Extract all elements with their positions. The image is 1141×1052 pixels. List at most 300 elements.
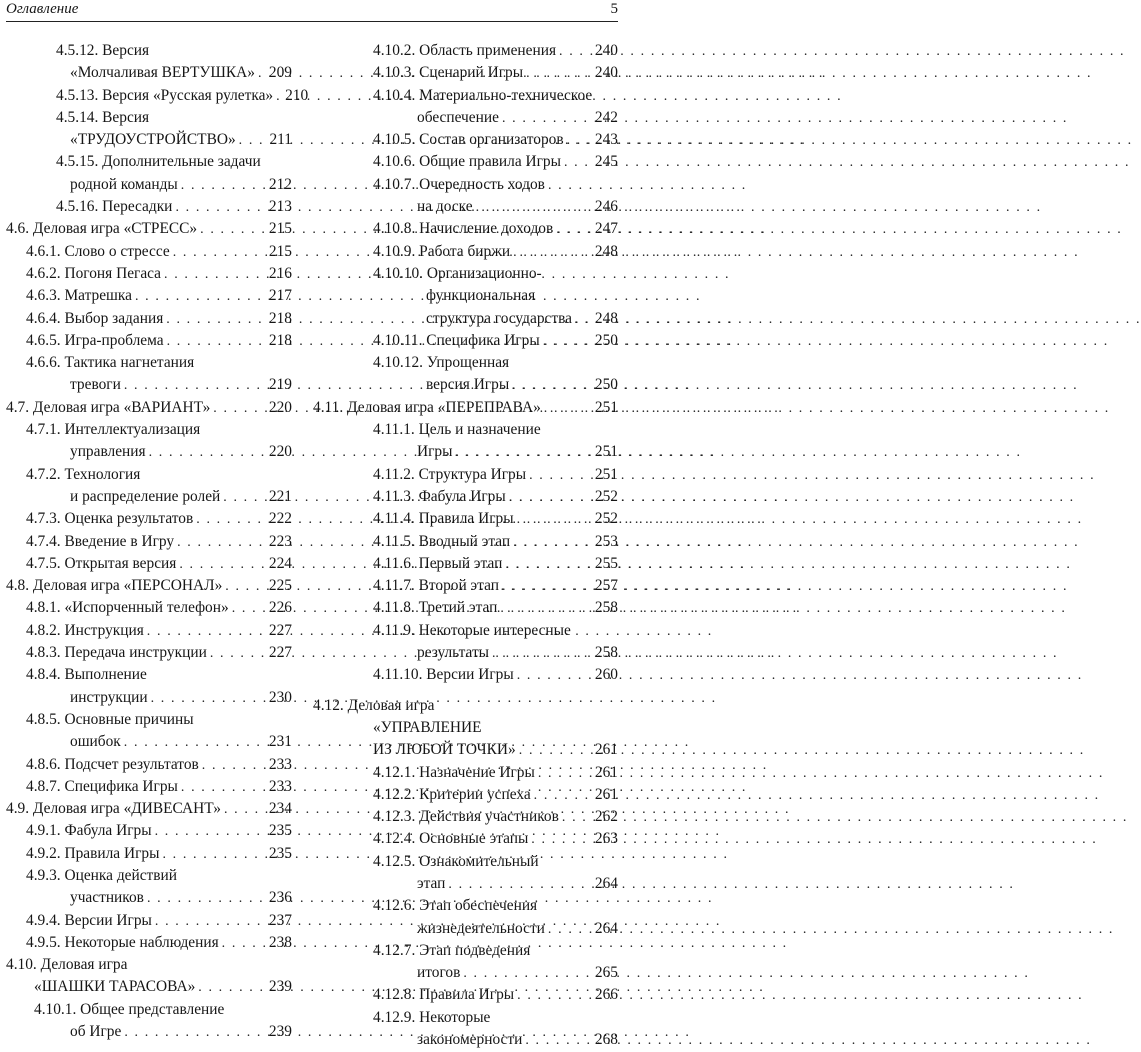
toc-entry [313,129,618,151]
toc-entry [6,196,292,218]
dot-leader [512,375,592,397]
dot-leader [175,197,265,219]
dot-leader [210,643,266,665]
toc-entry-text: ИЗ ЛЮБОЙ ТОЧКИ» [373,741,516,759]
toc-entry-text: 4.11.1. Цель и назначение [373,421,541,439]
toc-entry-text: 4.9.1. Фабула Игры [26,822,152,840]
dot-leader [564,152,592,174]
toc-entry [313,664,618,686]
toc-entry [313,419,618,441]
dot-leader [200,219,266,241]
toc-entry-text: 4.8.7. Специфика Игры [26,777,178,795]
toc-page-number: 223 [268,532,292,550]
dot-leader [531,829,592,851]
toc-entry-text: 4.7. Деловая игра «ВАРИАНТ» [6,398,211,416]
toc-entry-text: 4.11.10. Версии Игры [373,666,514,684]
toc-entry [313,962,618,984]
toc-page-number: 240 [594,64,618,82]
dot-leader [135,286,266,308]
toc-entry [313,531,618,553]
toc-page-number: 251 [594,443,618,461]
toc-entry [313,620,618,642]
toc-entry [6,263,292,285]
dot-leader [559,41,592,63]
dot-leader [155,821,266,843]
toc-entry [313,1029,618,1051]
toc-entry [313,851,618,873]
toc-page-number: 212 [268,175,292,193]
toc-entry-text: 4.8. Деловая игра «ПЕРСОНАЛ» [6,577,223,595]
toc-page-number: 227 [268,621,292,639]
toc-entry [6,954,292,976]
dot-leader [509,487,592,509]
toc-page-number: 264 [594,919,618,937]
toc-entry-text: Игры [417,443,453,461]
toc-entry [313,828,618,850]
toc-entry [6,174,292,196]
toc-entry-text: 4.8.3. Передача инструкции [26,644,207,662]
toc-entry-text: 4.8.2. Инструкция [26,621,144,639]
toc-page-number: 233 [268,755,292,773]
dot-leader [155,911,266,933]
toc-page-number: 268 [594,1031,618,1049]
dot-leader [198,977,266,999]
toc-page-number: 240 [594,42,618,59]
toc-entry [313,717,618,739]
toc-entry [6,397,292,419]
toc-page-number: 251 [594,465,618,483]
toc-entry [313,441,618,463]
toc-entry [6,531,292,553]
toc-entry-text: 4.8.4. Выполнение [26,666,147,684]
toc-entry [313,695,618,717]
toc-entry-text: 4.10.6. Общие правила Игры [373,153,561,171]
toc-entry [6,976,292,998]
toc-entry [6,754,292,776]
toc-entry-text: 4.12.5. Ознакомительный [373,852,539,870]
toc-entry-text: 4.11.5. Вводный этап [373,532,511,550]
toc-entry [6,687,292,709]
dot-leader [276,86,282,108]
toc-entry [6,932,292,954]
dot-leader [124,732,266,754]
toc-entry [6,85,309,107]
dot-leader [463,963,592,985]
toc-page-number: 234 [268,800,292,818]
toc-entry-text: 4.8.1. «Испорченный телефон» [26,599,229,617]
toc-entry [6,464,292,486]
dot-leader [500,598,592,620]
toc-entry-text: 4.10.10. Организационно- [373,264,542,282]
page-number: 5 [610,1,618,17]
toc-page-number: 250 [594,376,618,394]
toc-entry-text: 4.6.2. Погоня Пегаса [26,264,162,282]
toc-entry-text: об Игре [70,1023,122,1041]
toc-entry-text: 4.10.4. Материально-техническое [373,86,593,104]
dot-leader [223,487,266,509]
toc-entry-text: 4.10.5. Состав организаторов [373,131,564,149]
toc-entry-text: «УПРАВЛЕНИЕ [373,718,482,736]
toc-entry [6,620,292,642]
dot-leader [502,576,592,598]
toc-entry [6,419,292,441]
toc-page-number: 262 [594,808,618,826]
toc-entry [6,129,292,151]
toc-entry [313,762,618,784]
dot-leader [525,1030,592,1052]
toc-entry-text: 4.6.1. Слово о стрессе [26,242,170,260]
toc-entry-text: 4.5.14. Версия [56,108,150,126]
toc-entry-text: 4.11.9. Некоторые интересные [373,621,571,639]
toc-page-number: 236 [268,889,292,907]
toc-entry [6,352,292,374]
toc-entry-text: версия Игры [426,376,510,394]
toc-entry-text: результаты [417,644,490,662]
toc-page-number: 237 [268,911,292,929]
toc-page-number: 255 [594,554,618,572]
toc-entry [6,664,292,686]
toc-page-number: 252 [594,487,618,505]
toc-page-number: 235 [268,822,292,840]
toc-entry [6,709,292,731]
toc-page-number: 246 [594,198,618,216]
dot-leader [224,799,266,821]
toc-page-number: 243 [594,131,618,149]
toc-entry [6,151,292,173]
toc-entry [313,330,618,352]
toc-entry-text: 4.9.5. Некоторые наблюдения [26,933,219,951]
toc-entry-text: «Молчаливая ВЕРТУШКА» [70,64,255,82]
dot-leader [562,807,592,829]
toc-entry [6,285,292,307]
toc-entry [6,731,292,753]
toc-page-number: 235 [268,844,292,862]
dot-leader [519,740,592,762]
dot-leader [177,532,266,554]
dot-leader [517,509,592,531]
dot-leader [239,130,267,152]
dot-leader [543,331,592,353]
dot-leader [147,621,266,643]
toc-entry-text: обеспечение [417,108,499,126]
toc-entry [6,486,292,508]
toc-entry [313,642,618,664]
toc-entry-text: 4.12.4. Основные этапы [373,830,529,848]
toc-entry [313,308,618,330]
toc-entry-text: 4.7.1. Интеллектуализация [26,421,201,439]
toc-entry [313,895,618,917]
dot-leader [173,242,266,264]
dot-leader [529,465,592,487]
toc-entry-text: 4.6.4. Выбор задания [26,309,164,327]
toc-entry-text: «ШАШКИ ТАРАСОВА» [34,978,196,996]
toc-page-number: 209 [268,64,292,82]
toc-entry-text: 4.5.12. Версия [56,42,150,59]
toc-page-number: 220 [268,443,292,461]
toc-entry [313,575,618,597]
toc-page-number: 230 [268,688,292,706]
toc-left-column [6,40,309,1043]
toc-entry-text: 4.10.7. Очередность ходов [373,175,545,193]
toc-entry-text: 4.7.2. Технология [26,465,141,483]
toc-page-number: 233 [268,777,292,795]
toc-page-number: 266 [594,986,618,1004]
dot-leader [124,375,266,397]
dot-leader [166,309,266,331]
toc-entry [313,374,618,396]
dot-leader [556,219,592,241]
toc-entry [313,218,618,240]
toc-entry [6,374,292,396]
toc-entry [313,486,618,508]
dot-leader [476,197,592,219]
toc-entry [313,352,618,374]
toc-entry-text: 4.12.1. Назначение Игры [373,763,535,781]
dot-leader [213,398,266,420]
toc-entry [6,1021,292,1043]
dot-leader [222,933,266,955]
toc-entry-text: этап [417,874,446,892]
toc-entry [6,575,292,597]
running-head-title: Оглавление [6,1,79,17]
toc-entry-text: управления [70,443,146,461]
toc-entry [313,196,618,218]
toc-entry-text: 4.5.16. Пересадки [56,198,173,216]
toc-entry [6,330,292,352]
toc-entry [6,910,292,932]
toc-entry-text: структура государства [426,309,572,327]
toc-entry [6,241,292,263]
toc-entry-text: 4.10.12. Упрощенная [373,354,510,372]
toc-entry [313,984,618,1006]
toc-entry [313,597,618,619]
toc-entry [313,1007,618,1029]
toc-entry-text: родной команды [70,175,178,193]
toc-page-number: 258 [594,644,618,662]
toc-entry [313,464,618,486]
toc-page-number: 215 [268,220,292,238]
toc-spacer [313,687,618,695]
toc-page-number: 258 [594,599,618,617]
toc-page-number: 264 [594,874,618,892]
toc-entry [313,62,618,84]
toc-entry-text: 4.11. Деловая игра «ПЕРЕПРАВА» [313,398,541,416]
toc-entry-text: 4.10. Деловая игра [6,956,128,974]
toc-page-number: 252 [594,510,618,528]
toc-entry-text: ошибок [70,733,121,751]
toc-entry [313,40,618,62]
toc-entry-text: 4.12. Деловая игра [313,696,435,714]
toc-entry-text: 4.11.7. Второй этап [373,577,499,595]
toc-entry [313,263,618,285]
toc-page-number: 217 [268,287,292,305]
toc-entry-text: 4.5.13. Версия «Русская рулетка» [56,86,274,104]
toc-page-number: 261 [594,785,618,803]
toc-page-number: 213 [268,198,292,216]
toc-entry-text: 4.9. Деловая игра «ДИВЕСАНТ» [6,800,221,818]
toc-entry [313,397,618,419]
dot-leader [517,665,592,687]
toc-page-number: 260 [594,666,618,684]
toc-entry [6,642,292,664]
dot-leader [502,108,592,130]
toc-page-number: 220 [268,398,292,416]
toc-entry [313,508,618,530]
toc-entry-text: и распределение ролей [70,487,221,505]
toc-page-number: 248 [594,242,618,260]
toc-entry [313,784,618,806]
toc-entry [313,85,618,107]
toc-page-number: 216 [268,264,292,282]
toc-entry [6,218,292,240]
dot-leader [149,442,266,464]
toc-entry-text: 4.9.3. Оценка действий [26,866,178,884]
toc-entry-text: 4.10.8. Начисление доходов [373,220,554,238]
toc-entry-text: 4.7.5. Открытая версия [26,554,177,572]
toc-entry-text: функциональная [426,287,536,305]
toc-entry-text: на доске [417,198,473,216]
toc-entry [313,285,618,307]
toc-entry [6,843,292,865]
toc-entry-text: жизнедеятельности [417,919,545,937]
toc-entry-text: 4.10.1. Общее представление [34,1000,225,1018]
toc-entry-text: 4.6.6. Тактика нагнетания [26,354,195,372]
toc-entry-text: итогов [417,964,461,982]
toc-right-column [313,40,618,1051]
toc-entry [6,798,292,820]
toc-entry [6,508,292,530]
toc-entry-text: 4.11.2. Структура Игры [373,465,527,483]
toc-entry [6,820,292,842]
toc-entry [313,241,618,263]
toc-entry [313,174,618,196]
toc-page-number: 231 [268,733,292,751]
toc-entry-text: 4.10.11. Специфика Игры [373,331,540,349]
toc-page-number: 239 [268,1023,292,1041]
toc-page-number: 224 [268,554,292,572]
toc-page-number: 227 [268,644,292,662]
dot-leader [162,844,265,866]
toc-page-number: 265 [594,964,618,982]
toc-page-number: 211 [269,131,292,149]
toc-page-number: 210 [285,86,309,104]
toc-page-number: 239 [268,978,292,996]
dot-leader [167,331,266,353]
toc-entry-text: 4.12.3. Действия участников [373,808,559,826]
toc-entry-text: 4.11.8. Третий этап [373,599,498,617]
toc-entry [6,62,292,84]
toc-entry-text: тревоги [70,376,121,394]
dot-leader [455,442,591,464]
toc-entry [313,918,618,940]
toc-page-number: 245 [594,153,618,171]
toc-entry-text: 4.10.9. Работа биржи [373,242,511,260]
toc-entry-text: «ТРУДОУСТРОЙСТВО» [70,131,236,149]
toc-entry-text: 4.12.9. Некоторые [373,1008,491,1026]
toc-page-number: 257 [594,577,618,595]
toc-entry-text: 4.6.5. Игра-проблема [26,331,164,349]
toc-entry-text: 4.9.4. Версии Игры [26,911,152,929]
dot-leader [505,554,592,576]
toc-entry-text: 4.10.3. Сценарий Игры [373,64,524,82]
toc-entry-text: 4.7.4. Введение в Игру [26,532,175,550]
toc-entry [313,873,618,895]
dot-leader [538,763,592,785]
toc-page-number: 247 [594,220,618,238]
toc-entry [6,776,292,798]
dot-leader [196,509,266,531]
toc-entry [6,865,292,887]
dot-leader [534,785,592,807]
toc-entry-text: 4.10.2. Область применения [373,42,557,59]
dot-leader [526,63,592,85]
toc-page-number: 222 [268,510,292,528]
dot-leader [124,1022,266,1044]
dot-leader [567,130,592,152]
toc-entry-text: 4.12.2. Критерии успеха [373,785,531,803]
toc-entry-text: участников [70,889,144,907]
toc-page-number: 219 [268,376,292,394]
toc-entry-text: 4.8.5. Основные причины [26,710,194,728]
toc-entry-text: инструкции [70,688,148,706]
toc-entry-text: 4.11.3. Фабула Игры [373,487,506,505]
toc-entry-text: 4.6.3. Матрешка [26,287,132,305]
toc-page-number: 218 [268,309,292,327]
dot-leader [232,598,266,620]
toc-entry [313,151,618,173]
toc-page-number: 251 [594,398,618,416]
toc-entry-text: 4.11.6. Первый этап [373,554,503,572]
dot-leader [575,309,592,331]
toc-entry-text: 4.12.8. Правила Игры [373,986,515,1004]
header-rule [6,21,618,22]
toc-entry-text: 4.8.6. Подсчет результатов [26,755,199,773]
toc-page-number: 263 [594,830,618,848]
toc-page-number: 248 [594,309,618,327]
toc-entry [313,107,618,129]
toc-entry [6,308,292,330]
dot-leader [492,643,592,665]
dot-leader [225,576,266,598]
toc-entry-text: 4.12.6. Этап обеспечения [373,897,538,915]
toc-page-number: 225 [268,577,292,595]
toc-page-number: 261 [594,741,618,759]
toc-page-number: 253 [594,532,618,550]
toc-entry [313,739,618,761]
dot-leader [164,264,266,286]
dot-leader [181,175,266,197]
toc-entry-text: 4.7.3. Оценка результатов [26,510,194,528]
dot-leader [548,919,592,941]
toc-entry-text: 4.12.7. Этап подведения [373,941,531,959]
toc-entry-text: 4.11.4. Правила Игры [373,510,514,528]
toc-entry-text: 4.9.2. Правила Игры [26,844,160,862]
dot-leader [513,532,592,554]
dot-leader [258,63,266,85]
toc-page-number: 215 [268,242,292,260]
toc-page-number: 218 [268,331,292,349]
dot-leader [202,755,266,777]
dot-leader [517,985,592,1007]
toc-page-number: 226 [268,599,292,617]
toc-entry [6,40,292,62]
toc-page-number: 238 [268,933,292,951]
dot-leader [147,888,266,910]
dot-leader [151,688,266,710]
dot-leader [544,398,592,420]
toc-entry [313,806,618,828]
toc-entry-text: закономерности [417,1031,523,1049]
